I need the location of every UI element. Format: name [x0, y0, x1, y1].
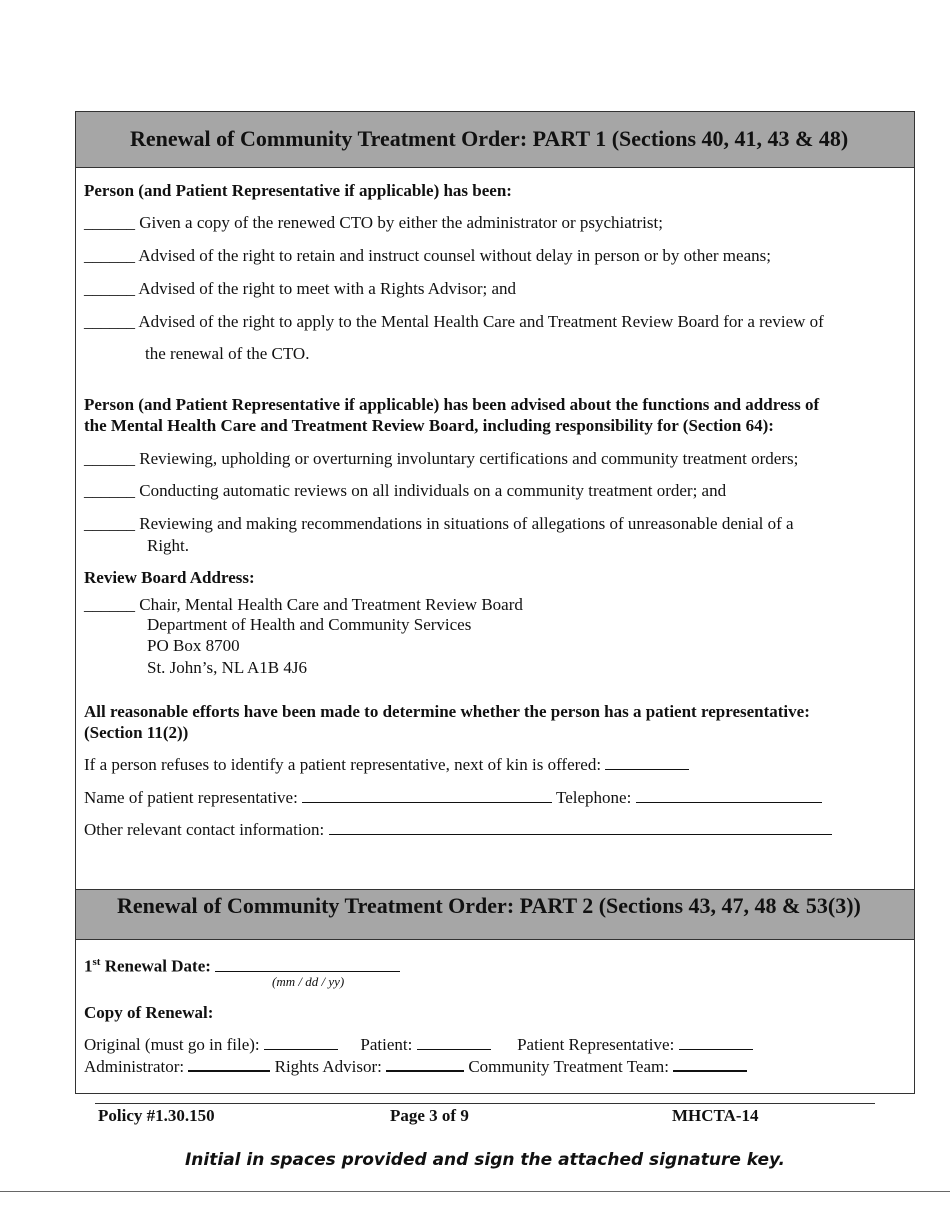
rights-advisor-field[interactable]	[386, 1056, 464, 1072]
original-label: Original (must go in file):	[84, 1035, 260, 1054]
efforts-line1: All reasonable efforts have been made to determine whether the person has a patient representative:	[84, 702, 810, 721]
patient-rep-field[interactable]	[679, 1035, 753, 1050]
rights-advisor-label: Rights Advisor:	[274, 1057, 382, 1076]
advised-item-text: Advised of the right to meet with a Rights Advisor; and	[138, 279, 517, 298]
board-item-3-cont: Right.	[147, 536, 190, 555]
board-heading-line1: Person (and Patient Representative if applicable) has been advised about the functions and address of	[84, 395, 820, 414]
page-number: Page 3 of 9	[390, 1106, 469, 1125]
address-line-1	[84, 594, 523, 615]
patient-label: Patient:	[360, 1035, 413, 1054]
rep-name-label: Name of patient representative:	[84, 788, 298, 807]
initial-blank[interactable]: ______	[84, 246, 135, 265]
rep-row	[84, 787, 822, 808]
ctt-field[interactable]	[673, 1056, 747, 1072]
patient-field[interactable]	[417, 1035, 491, 1050]
renewal-date-row	[84, 952, 400, 977]
other-contact-label: Other relevant contact information:	[84, 820, 325, 839]
part1-title: Renewal of Community Treatment Order: PART 1 (Sections 40, 41, 43 & 48)	[130, 126, 849, 151]
form-code: MHCTA-14	[672, 1106, 759, 1125]
address-line-2: Department of Health and Community Services	[147, 615, 472, 634]
initial-blank[interactable]: ______	[84, 595, 135, 614]
advised-item-4-cont: the renewal of the CTO.	[145, 344, 310, 363]
bottom-rule	[0, 1191, 950, 1192]
advised-item-text: Advised of the right to apply to the Mental Health Care and Treatment Review Board for a review of	[138, 312, 824, 331]
copy-row-1	[84, 1034, 753, 1055]
board-heading-line2: the Mental Health Care and Treatment Review Board, including responsibility for (Section 64):	[84, 416, 774, 435]
advised-item-text: Given a copy of the renewed CTO by either the administrator or psychiatrist;	[139, 213, 663, 232]
rep-name-field[interactable]	[302, 788, 552, 803]
policy-number: Policy #1.30.150	[98, 1106, 215, 1125]
date-format-hint: (mm / dd / yy)	[272, 974, 345, 989]
part2-title-banner	[76, 889, 914, 940]
board-item-1	[84, 448, 798, 469]
advised-item-4	[84, 311, 824, 332]
renewal-sup: st	[92, 956, 101, 968]
renewal-label: Renewal Date:	[104, 956, 211, 976]
initial-blank[interactable]: ______	[84, 481, 135, 500]
copy-heading: Copy of Renewal:	[84, 1003, 214, 1022]
advised-item-text: Advised of the right to retain and instruct counsel without delay in person or by other means;	[138, 246, 771, 265]
efforts-line2: (Section 11(2))	[84, 723, 189, 742]
part1-title-banner	[76, 112, 914, 168]
board-item-text: Reviewing, upholding or overturning involuntary certifications and community treatment orders;	[139, 449, 799, 468]
other-contact-field[interactable]	[329, 820, 832, 835]
administrator-field[interactable]	[188, 1056, 270, 1072]
board-item-3	[84, 513, 794, 534]
initial-blank[interactable]: ______	[84, 449, 135, 468]
ctt-label: Community Treatment Team:	[468, 1057, 669, 1076]
board-item-text: Reviewing and making recommendations in situations of allegations of unreasonable denial of a	[139, 514, 794, 533]
address-text: Chair, Mental Health Care and Treatment Review Board	[139, 595, 523, 614]
address-line-4: St. John’s, NL A1B 4J6	[147, 658, 307, 677]
address-line-3: PO Box 8700	[147, 636, 240, 655]
copy-row-2	[84, 1056, 747, 1077]
telephone-field[interactable]	[636, 788, 822, 803]
patient-rep-label: Patient Representative:	[517, 1035, 675, 1054]
refuses-label: If a person refuses to identify a patient representative, next of kin is offered:	[84, 755, 602, 774]
advised-heading: Person (and Patient Representative if applicable) has been:	[84, 181, 512, 200]
renewal-ordinal: 1	[84, 956, 93, 976]
part2-title: Renewal of Community Treatment Order: PART 2 (Sections 43, 47, 48 & 53(3))	[117, 893, 861, 918]
initial-blank[interactable]: ______	[84, 312, 135, 331]
administrator-label: Administrator:	[84, 1057, 185, 1076]
signature-notice: Initial in spaces provided and sign the attached signature key.	[184, 1150, 786, 1170]
board-item-2	[84, 480, 726, 501]
advised-item-3	[84, 278, 516, 299]
initial-blank[interactable]: ______	[84, 213, 135, 232]
telephone-label: Telephone:	[556, 788, 632, 807]
next-of-kin-field[interactable]	[605, 755, 689, 770]
initial-blank[interactable]: ______	[84, 279, 135, 298]
board-item-text: Conducting automatic reviews on all individuals on a community treatment order; and	[139, 481, 727, 500]
original-field[interactable]	[264, 1035, 338, 1050]
initial-blank[interactable]: ______	[84, 514, 135, 533]
renewal-date-field[interactable]	[215, 957, 400, 972]
refuses-row	[84, 754, 689, 775]
advised-item-1	[84, 212, 663, 233]
other-contact-row	[84, 819, 832, 840]
address-heading: Review Board Address:	[84, 568, 255, 587]
advised-item-2	[84, 245, 771, 266]
footer-rule	[95, 1103, 875, 1104]
